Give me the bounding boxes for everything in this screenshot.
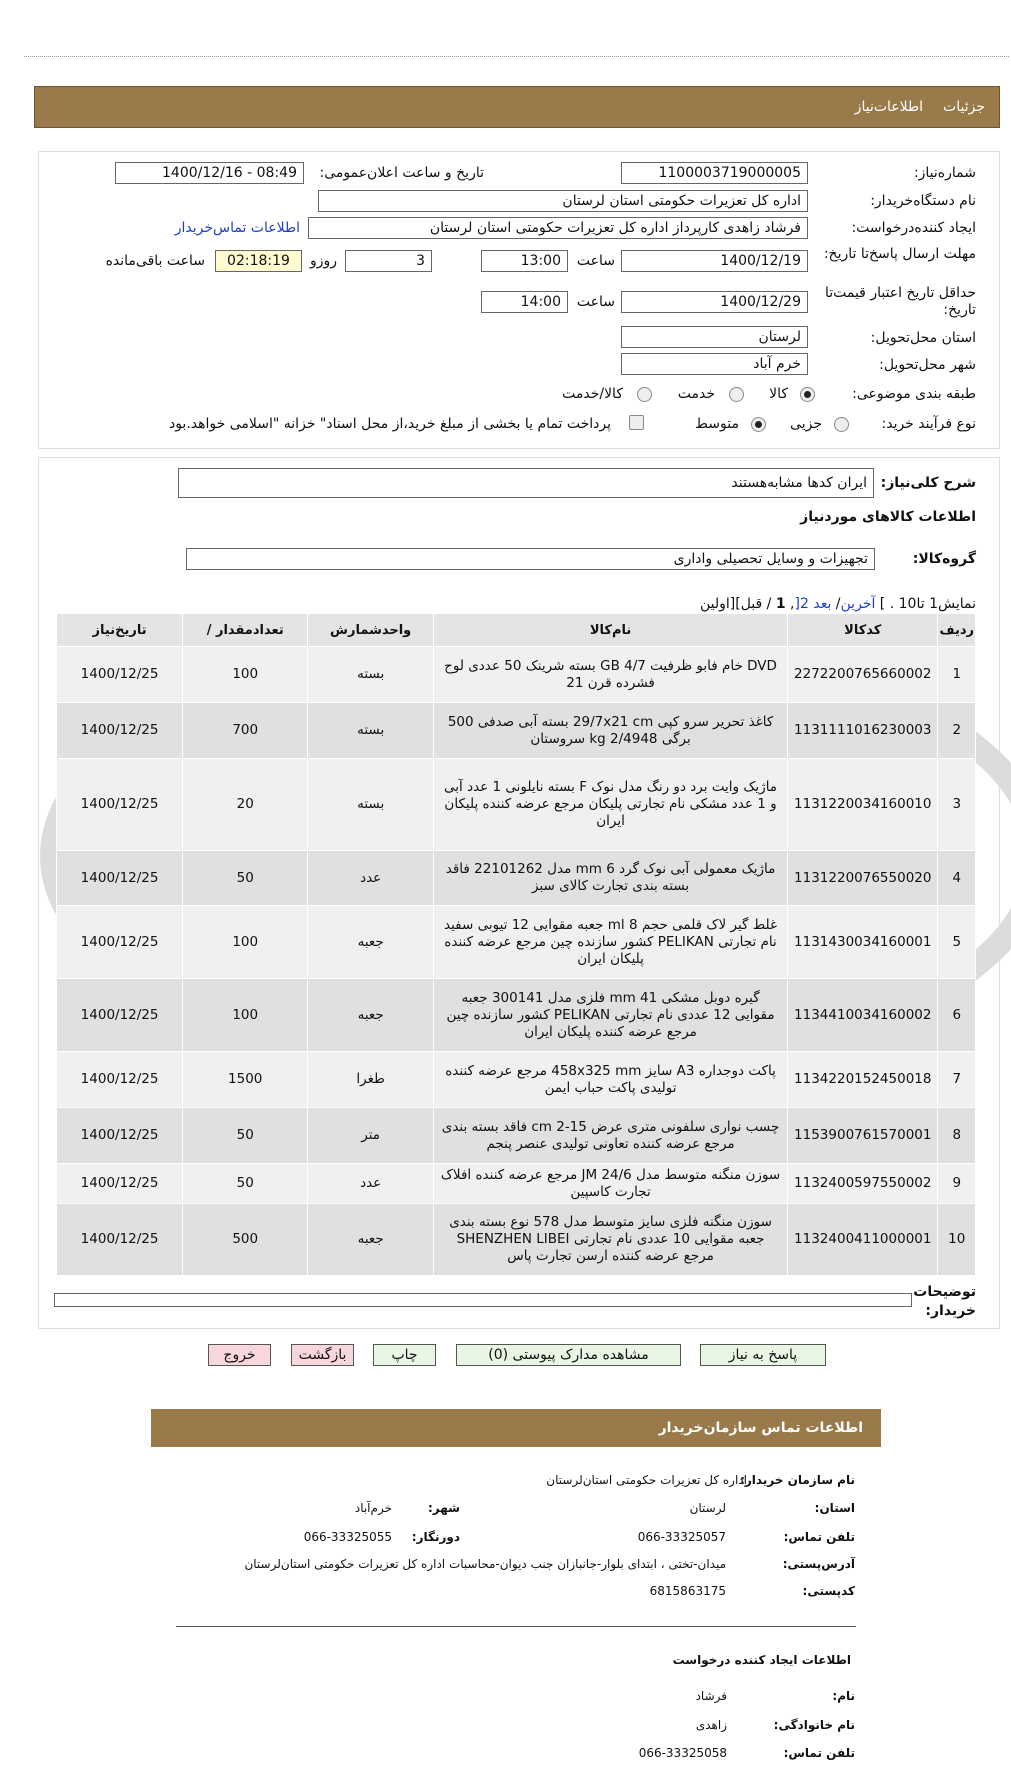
row-code: 1132400597550002 <box>788 1164 938 1204</box>
creator-info-title: اطلاعات ایجاد کننده درخواست <box>672 1653 851 1667</box>
row-no: 7 <box>938 1052 976 1108</box>
col-header-qty: تعداد‌مقدار / <box>183 614 308 647</box>
table-row <box>57 1108 976 1164</box>
tab-need-info[interactable]: اطلاعات‌نیاز <box>854 99 924 115</box>
contact-city-value: خرم‌آباد <box>354 1501 392 1515</box>
row-no: 6 <box>938 979 976 1052</box>
need-number-label: شماره‌نیاز: <box>913 165 976 181</box>
process-radio-minor[interactable] <box>834 417 849 432</box>
buyer-contact-link[interactable]: اطلاعات تماس‌خریدار <box>174 220 300 236</box>
buyer-notes-label: توضیحات خریدار: <box>913 1284 976 1319</box>
col-header-unit: واحدشمارش <box>308 614 434 647</box>
col-header-row-no: ردیف <box>938 614 976 647</box>
deadline-label: مهلت ارسال پاسخ‌تا تاریخ: <box>823 246 976 262</box>
min-price-label: حداقل تاریخ اعتبار قیمت‌تا تاریخ: <box>824 285 976 318</box>
pagination: نمایش1 تا10 . ] آخرین/ بعد 2[, 1 / قبل][اولین <box>699 596 976 612</box>
creator-family-label: نام خانوادگی: <box>773 1718 855 1732</box>
row-qty: 1500 <box>183 1052 308 1108</box>
row-code: 1131220076550020 <box>788 851 938 906</box>
row-qty: 50 <box>183 1108 308 1164</box>
row-qty: 500 <box>183 1204 308 1276</box>
contact-address-label: آدرس‌پستی: <box>782 1557 855 1571</box>
creator-label: ایجاد کننده‌درخواست: <box>851 220 976 236</box>
min-price-time-label: ساعت <box>576 294 615 310</box>
contact-fax-label: دورنگار: <box>411 1530 460 1544</box>
row-no: 1 <box>938 647 976 703</box>
row-date: 1400/12/25 <box>57 703 183 759</box>
table-row <box>57 647 976 703</box>
category-option-goods: کالا <box>769 386 788 402</box>
category-option-service: خدمت <box>677 386 715 402</box>
creator-family-value: زاهدی <box>695 1718 727 1732</box>
table-row <box>57 1164 976 1204</box>
province-label: استان محل‌تحویل: <box>870 330 976 346</box>
row-qty: 100 <box>183 979 308 1052</box>
row-date: 1400/12/25 <box>57 979 183 1052</box>
contact-province-value: لرستان <box>689 1501 726 1515</box>
treasury-payment-checkbox[interactable] <box>629 415 644 430</box>
contact-fax-value: 066-33325055 <box>303 1530 392 1544</box>
process-label: نوع فرآیند خرید: <box>881 416 976 432</box>
min-price-time-field: 14:00 <box>481 291 568 313</box>
pagination-prev-first: قبل][اولین <box>699 596 763 612</box>
table-row <box>57 851 976 906</box>
row-qty: 700 <box>183 703 308 759</box>
category-label: طبقه بندی موضوعی: <box>852 386 976 402</box>
row-qty: 100 <box>183 906 308 979</box>
tab-details[interactable]: جزئیات <box>943 99 985 115</box>
reply-to-need-button[interactable]: پاسخ به نیاز <box>700 1344 826 1366</box>
process-radio-medium[interactable] <box>751 417 766 432</box>
exit-button[interactable]: خروج <box>208 1344 271 1366</box>
row-code: 1131111016230003 <box>788 703 938 759</box>
need-number-field: 1100003719000005 <box>621 162 808 184</box>
col-header-code: کدکالا <box>788 614 938 647</box>
goods-group-field: تجهیزات و وسایل تحصیلی واداری <box>186 548 875 570</box>
row-date: 1400/12/25 <box>57 647 183 703</box>
row-name: ماژیک معمولی آبی نوک گرد 6 mm مدل 22101262 فاقد بسته بندی تجارت کالای سبز <box>434 851 788 906</box>
row-unit: متر <box>308 1108 434 1164</box>
row-name: سوزن منگنه متوسط مدل JM 24/6 مرجع عرضه کننده افلاک تجارت کاسپین <box>434 1164 788 1204</box>
creator-field: فرشاد زاهدی کارپرداز اداره کل تعزیرات حکومتی استان لرستان <box>308 217 808 239</box>
row-date: 1400/12/25 <box>57 1052 183 1108</box>
contact-postal-label: کدپستی: <box>802 1584 855 1598</box>
row-unit: جعبه <box>308 979 434 1052</box>
creator-phone-label: تلفن تماس: <box>783 1746 855 1760</box>
row-date: 1400/12/25 <box>57 1164 183 1204</box>
contact-province-label: استان: <box>814 1501 855 1515</box>
row-qty: 20 <box>183 759 308 851</box>
goods-table <box>56 613 976 1276</box>
city-field: خرم آباد <box>621 353 808 375</box>
back-button[interactable]: بازگشت <box>291 1344 354 1366</box>
row-date: 1400/12/25 <box>57 1204 183 1276</box>
buyer-notes-field <box>54 1293 912 1307</box>
row-date: 1400/12/25 <box>57 906 183 979</box>
row-unit: جعبه <box>308 906 434 979</box>
row-unit: جعبه <box>308 1204 434 1276</box>
province-field: لرستان <box>621 326 808 348</box>
row-no: 8 <box>938 1108 976 1164</box>
row-unit: بسته <box>308 703 434 759</box>
days-remaining-field: 3 <box>345 250 432 272</box>
row-no: 2 <box>938 703 976 759</box>
pagination-next-link[interactable]: بعد <box>813 596 832 612</box>
row-unit: عدد <box>308 851 434 906</box>
contact-city-label: شهر: <box>428 1501 460 1515</box>
category-radio-goods-service[interactable] <box>637 387 652 402</box>
row-date: 1400/12/25 <box>57 851 183 906</box>
col-header-name: نام‌کالا <box>434 614 788 647</box>
row-code: 1134220152450018 <box>788 1052 938 1108</box>
row-qty: 100 <box>183 647 308 703</box>
table-row <box>57 906 976 979</box>
row-no: 3 <box>938 759 976 851</box>
contact-phone-label: تلفن تماس: <box>783 1530 855 1544</box>
contact-section-title: اطلاعات تماس سازمان‌خریدار <box>151 1409 881 1447</box>
table-row <box>57 979 976 1052</box>
row-no: 5 <box>938 906 976 979</box>
deadline-date-field: 1400/12/19 <box>621 250 808 272</box>
view-attachments-button[interactable]: مشاهده مدارک پیوستی (0) <box>456 1344 681 1366</box>
row-name: کاغذ تحریر سرو کپی 29/7x21 cm بسته آبی صدفی 500 برگی 2/4948 kg سروستان <box>434 703 788 759</box>
row-name: ماژیک وایت برد دو رنگ مدل نوک F بسته نایلونی 1 عدد آبی و 1 عدد مشکی نام تجارتی پلیکان مرجع عرضه کننده پلیکان ایران <box>434 759 788 851</box>
contact-phone-value: 066-33325057 <box>637 1530 726 1544</box>
row-date: 1400/12/25 <box>57 1108 183 1164</box>
creator-name-label: نام: <box>832 1689 855 1703</box>
category-option-goods-service: کالا/خدمت <box>562 386 623 402</box>
pagination-last-link[interactable]: آخرین <box>840 596 876 612</box>
min-price-date-field: 1400/12/29 <box>621 291 808 313</box>
row-name: پاکت دوجداره A3 سایز 458x325 mm مرجع عرضه کننده تولیدی پاکت حباب ایمن <box>434 1052 788 1108</box>
row-no: 10 <box>938 1204 976 1276</box>
pagination-page-1: 1 <box>775 596 786 612</box>
remaining-time-label: ساعت باقی‌مانده <box>105 253 205 269</box>
row-unit: طغرا <box>308 1052 434 1108</box>
general-desc-field: ایران کدها مشابه‌هستند <box>178 468 874 498</box>
days-label: روزو <box>309 253 337 269</box>
row-date: 1400/12/25 <box>57 759 183 851</box>
deadline-time-field: 13:00 <box>481 250 568 272</box>
process-option-minor: جزیی <box>790 416 822 432</box>
deadline-time-label: ساعت <box>576 253 615 269</box>
contact-postal-value: 6815863175 <box>649 1584 726 1598</box>
process-option-medium: متوسط <box>695 416 739 432</box>
category-radio-goods[interactable] <box>800 387 815 402</box>
row-name: سوزن منگنه فلزی سایز متوسط مدل 578 نوع بسته بندی جعبه مقوایی 10 عددی نام تجارتی SHENZHEN LIBEI مرجع عرضه کننده ارسن تجارت پاس <box>434 1204 788 1276</box>
table-row <box>57 759 976 851</box>
remaining-time-field: 02:18:19 <box>215 250 302 272</box>
row-code: 1131430034160001 <box>788 906 938 979</box>
contact-org-label: نام سازمان خریدار: <box>740 1473 855 1487</box>
row-no: 4 <box>938 851 976 906</box>
category-radio-service[interactable] <box>729 387 744 402</box>
row-name: غلط گیر لاک قلمی حجم 8 ml جعبه مقوایی 12 تیوبی سفید نام تجارتی PELIKAN کشور سازنده چین مرجع عرضه کننده پلیکان ایران <box>434 906 788 979</box>
table-row <box>57 703 976 759</box>
row-qty: 50 <box>183 851 308 906</box>
col-header-date: تاریخ‌نیاز <box>57 614 183 647</box>
table-row <box>57 1052 976 1108</box>
row-name: گیره دوبل مشکی 41 mm فلزی مدل 300141 جعبه مقوایی 12 عددی نام تجارتی PELIKAN کشور سازنده چین مرجع عرضه کننده پلیکان ایران <box>434 979 788 1052</box>
contact-org-value: اداره کل تعزیرات حکومتی استان‌لرستان <box>546 1473 747 1487</box>
row-unit: بسته <box>308 647 434 703</box>
top-divider <box>24 56 1009 57</box>
row-unit: بسته <box>308 759 434 851</box>
row-code: 2272200765660002 <box>788 647 938 703</box>
contact-divider <box>176 1626 856 1627</box>
creator-name-value: فرشاد <box>695 1689 727 1703</box>
row-name: DVD خام فابو ظرفیت 4/7 GB بسته شرینک 50 عددی لوح فشرده قرن 21 <box>434 647 788 703</box>
print-button[interactable]: چاپ <box>373 1344 436 1366</box>
row-name: چسب نواری سلفونی متری عرض 15-2 cm فاقد بسته بندی مرجع عرضه کننده تعاونی تولیدی عنصر پنجم <box>434 1108 788 1164</box>
row-code: 1132400411000001 <box>788 1204 938 1276</box>
row-no: 9 <box>938 1164 976 1204</box>
contact-address-value: میدان-تختی ، ابتدای بلوار-جانبازان جنب دیوان-محاسبات اداره کل تعزیرات حکومتی استان‌لرستان <box>244 1557 726 1571</box>
pagination-range: نمایش1 تا10 . ] <box>879 596 976 612</box>
treasury-payment-note: پرداخت تمام یا بخشی از مبلغ خرید،از محل اسناد" خزانه "اسلامی خواهد.بود <box>168 416 611 432</box>
table-row <box>57 1204 976 1276</box>
buyer-org-label: نام دستگاه‌خریدار: <box>870 193 976 209</box>
pagination-page-2[interactable]: 2 <box>799 596 809 612</box>
creator-phone-value: 066-33325058 <box>638 1746 727 1760</box>
header-tab-bar <box>34 86 1000 128</box>
goods-info-title: اطلاعات کالاهای موردنیاز <box>800 509 976 525</box>
row-qty: 50 <box>183 1164 308 1204</box>
goods-group-label: گروه‌کالا: <box>912 551 976 567</box>
announce-field: 1400/12/16 - 08:49 <box>115 162 304 184</box>
announce-label: تاریخ و ساعت اعلان‌عمومی: <box>319 165 484 181</box>
row-code: 1131220034160010 <box>788 759 938 851</box>
row-code: 1153900761570001 <box>788 1108 938 1164</box>
buyer-org-field: اداره کل تعزیرات حکومتی استان لرستان <box>318 190 808 212</box>
city-label: شهر محل‌تحویل: <box>879 357 976 373</box>
general-desc-label: شرح کلی‌نیاز: <box>880 475 976 491</box>
row-unit: عدد <box>308 1164 434 1204</box>
row-code: 1134410034160002 <box>788 979 938 1052</box>
